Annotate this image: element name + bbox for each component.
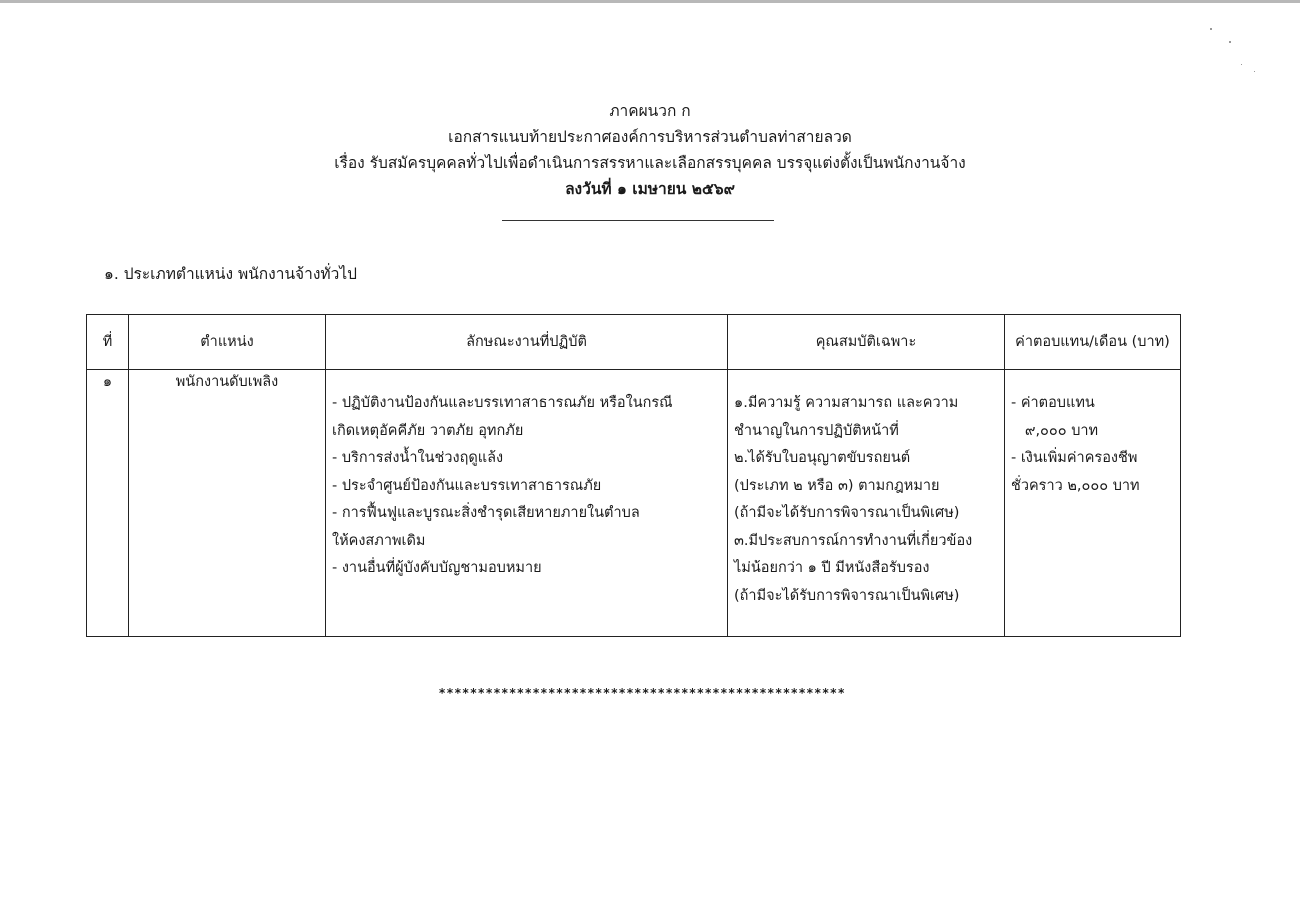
qualification-line: (ถ้ามีจะได้รับการพิจารณาเป็นพิเศษ): [734, 587, 960, 604]
pay-line: ชั่วคราว ๒,๐๐๐ บาท: [1011, 477, 1140, 494]
duty-line: ให้คงสภาพเดิม: [332, 532, 426, 549]
row-position: พนักงานดับเพลิง: [129, 370, 326, 637]
duty-line: เกิดเหตุอัคคีภัย วาตภัย อุทกภัย: [332, 422, 524, 439]
scan-speck: [1229, 41, 1231, 43]
duty-line: - งานอื่นที่ผู้บังคับบัญชามอบหมาย: [332, 560, 542, 576]
duty-line: - ปฏิบัติงานป้องกันและบรรเทาสาธารณภัย หรือในกรณี: [332, 395, 673, 411]
qualification-line: ๑.มีความรู้ ความสามารถ และความ: [734, 395, 959, 411]
scan-top-edge: [0, 0, 1300, 3]
header-no: ที่: [87, 315, 129, 370]
row-qualifications-cell: [728, 370, 1005, 637]
header-position: ตำแหน่ง: [129, 315, 326, 370]
scan-speck: [1254, 71, 1255, 72]
pay-line: ๙,๐๐๐ บาท: [1011, 422, 1099, 439]
qualification-line: ชำนาญในการปฏิบัติหน้าที่: [734, 422, 899, 439]
attachment-subtitle: เอกสารแนบท้ายประกาศองค์การบริหารส่วนตำบลท่าสายลวด: [448, 128, 852, 146]
subject-line: เรื่อง รับสมัครบุคคลทั่วไปเพื่อดำเนินการสรรหาและเลือกสรรบุคคล บรรจุแต่งตั้งเป็นพนักงานจ้าง: [334, 154, 966, 172]
document-header: [0, 98, 1300, 202]
header-divider: [502, 220, 774, 221]
qualification-line: ๓.มีประสบการณ์การทำงานที่เกี่ยวข้อง: [734, 532, 973, 549]
header-qualifications: คุณสมบัติเฉพาะ: [728, 315, 1005, 370]
pay-line: - เงินเพิ่มค่าครองชีพ: [1011, 450, 1138, 466]
qualification-line: (ประเภท ๒ หรือ ๓) ตามกฎหมาย: [734, 477, 940, 494]
qualification-line: ๒.ได้รับใบอนุญาตขับรถยนต์: [734, 450, 911, 466]
end-of-document-stars: ****************************************************: [438, 686, 846, 700]
section-title: ๑. ประเภทตำแหน่ง พนักงานจ้างทั่วไป: [104, 265, 357, 283]
row-duties-cell: [326, 370, 728, 637]
document-date: ลงวันที่ ๑ เมษายน ๒๕๖๙: [565, 180, 735, 198]
qualification-line: (ถ้ามีจะได้รับการพิจารณาเป็นพิเศษ): [734, 505, 960, 521]
duty-line: - ประจำศูนย์ป้องกันและบรรเทาสาธารณภัย: [332, 477, 602, 494]
header-duties: ลักษณะงานที่ปฏิบัติ: [326, 315, 728, 370]
pay-line: - ค่าตอบแทน: [1011, 395, 1095, 411]
table-header-row: [87, 315, 1181, 370]
duty-line: - การฟื้นฟูและบูรณะสิ่งชำรุดเสียหายภายในตำบล: [332, 505, 640, 521]
qualification-line: ไม่น้อยกว่า ๑ ปี มีหนังสือรับรอง: [734, 560, 930, 576]
header-pay: ค่าตอบแทน/เดือน (บาท): [1005, 315, 1181, 370]
positions-table: [86, 314, 1181, 637]
table-row: [87, 370, 1181, 637]
appendix-title: ภาคผนวก ก: [609, 102, 691, 120]
duty-line: - บริการส่งน้ำในช่วงฤดูแล้ง: [332, 450, 504, 466]
row-no: ๑: [87, 370, 129, 637]
scan-speck: [1210, 28, 1212, 30]
scan-speck: [1241, 64, 1242, 65]
row-pay-cell: [1005, 370, 1181, 637]
